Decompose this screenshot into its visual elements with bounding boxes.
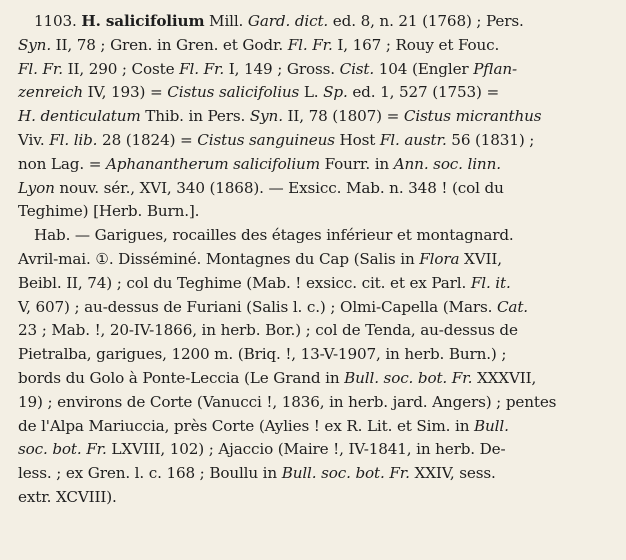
text-run: Pietralba, garigues, 1200 m. (Briq. !, 13-V-1907, in herb. Burn.) ; <box>18 345 507 364</box>
text-run: 104 (Engler <box>374 59 474 78</box>
italic-text: Sp. <box>323 83 348 102</box>
entry-line <box>18 81 614 105</box>
italic-text: Cist. <box>339 59 375 78</box>
entry-line <box>18 105 614 129</box>
text-run: 23 ; Mab. !, 20-IV-1866, in herb. Bor.) ; col de Tenda, au-dessus de <box>18 321 518 340</box>
entry-line <box>18 177 614 201</box>
italic-text: soc. bot. Fr. <box>18 440 107 459</box>
entry-line <box>18 200 614 224</box>
italic-text: Flora <box>419 249 460 268</box>
text-run: LXVIII, 102) ; Ajaccio (Maire !, IV-1841, in herb. De- <box>106 440 506 459</box>
entry-line <box>18 10 614 34</box>
habitat-line <box>18 391 614 415</box>
text-run: Beibl. II, 74) ; col du Teghime (Mab. ! exsicc. cit. et ex Parl. <box>18 273 471 292</box>
italic-text: Fl. lib. <box>49 130 98 149</box>
species-entry-paragraph <box>18 10 614 224</box>
text-run: ed. 1, 527 (1753) = <box>347 83 500 102</box>
italic-text: Syn. <box>249 107 283 126</box>
text-run: 19) ; environs de Corte (Vanucci !, 1836, in herb. jard. Angers) ; pentes <box>18 392 557 411</box>
italic-text: Syn. <box>18 35 51 54</box>
text-run: L. <box>299 83 324 102</box>
text-run: II, 290 ; Coste <box>62 59 180 78</box>
entry-line <box>18 129 614 153</box>
italic-text: Fl. austr. <box>379 130 447 149</box>
text-run: Mill. <box>204 12 248 30</box>
text-run: 1103. <box>34 12 82 30</box>
text-run: Thib. in Pers. <box>140 107 250 126</box>
italic-text: Cistus micranthus <box>403 107 542 126</box>
habitat-line <box>18 415 614 439</box>
italic-text: Aphanantherum salicifolium <box>105 154 320 173</box>
italic-text: Bull. soc. bot. Fr. <box>344 368 473 387</box>
text-run: Teghime) [Herb. Burn.]. <box>18 202 200 221</box>
italic-text: Lyon <box>18 178 55 197</box>
text-run: ed. 8, n. 21 (1768) ; Pers. <box>328 12 524 30</box>
text-run: Hab. — Garigues, rocailles des étages inférieur et montagnard. <box>34 226 514 245</box>
text-run: Viv. <box>18 130 50 149</box>
text-run: bords du Golo à Ponte-Leccia (Le Grand in <box>18 368 345 387</box>
text-run: I, 149 ; Gross. <box>224 59 340 78</box>
text-run: XXIV, sess. <box>409 464 496 483</box>
habitat-line <box>18 319 614 343</box>
italic-text: Pflan- <box>473 59 517 78</box>
habitat-line <box>18 272 614 296</box>
text-run: non Lag. = <box>18 154 106 173</box>
habitat-line <box>18 367 614 391</box>
species-name: H. salicifolium <box>81 12 205 30</box>
italic-text: zenreich <box>18 83 83 102</box>
italic-text: Fl. Fr. <box>18 59 63 78</box>
italic-text: Bull. soc. bot. Fr. <box>281 464 410 483</box>
italic-text: Cistus salicifolius <box>167 83 300 102</box>
habitat-line <box>18 438 614 462</box>
entry-line <box>18 58 614 82</box>
habitat-line <box>18 248 614 272</box>
habitat-line <box>18 343 614 367</box>
text-run: II, 78 ; Gren. in Gren. et Godr. <box>51 35 288 54</box>
text-run: less. ; ex Gren. l. c. 168 ; Boullu in <box>18 464 282 483</box>
italic-text: H. denticulatum <box>18 107 141 126</box>
habitat-line <box>18 296 614 320</box>
italic-text: Ann. soc. linn. <box>393 154 501 173</box>
italic-text: Cistus sanguineus <box>197 130 335 149</box>
habitat-line <box>18 486 614 510</box>
text-run: 28 (1824) = <box>97 130 198 149</box>
italic-text: Fl. Fr. <box>179 59 225 78</box>
text-run: extr. XCVIII). <box>18 487 117 506</box>
italic-text: Gard. dict. <box>247 12 329 30</box>
text-run: V, 607) ; au-dessus de Furiani (Salis l. c.) ; Olmi-Capella (Mars. <box>18 297 497 316</box>
text-run: 56 (1831) ; <box>446 130 535 149</box>
text-run: XVII, <box>459 249 502 268</box>
text-run: IV, 193) = <box>82 83 168 102</box>
text-run: XXXVII, <box>472 368 537 387</box>
italic-text: Cat. <box>496 297 528 316</box>
entry-line <box>18 153 614 177</box>
italic-text: Fl. Fr. <box>287 35 333 54</box>
italic-text: Fl. it. <box>470 273 511 292</box>
italic-text: Bull. <box>474 416 509 435</box>
entry-line <box>18 34 614 58</box>
habitat-line <box>18 462 614 486</box>
text-run: Host <box>334 130 380 149</box>
text-run: de l'Alpa Mariuccia, près Corte (Aylies ! ex R. Lit. et Sim. in <box>18 416 475 435</box>
text-run: II, 78 (1807) = <box>282 107 404 126</box>
text-run: Fourr. in <box>319 154 394 173</box>
text-run: I, 167 ; Rouy et Fouc. <box>332 35 500 54</box>
text-run: nouv. sér., XVI, 340 (1868). — Exsicc. Mab. n. 348 ! (col du <box>54 178 504 197</box>
text-run: Avril-mai. ①. Disséminé. Montagnes du Cap (Salis in <box>18 249 420 268</box>
habitat-line <box>18 224 614 248</box>
habitat-paragraph <box>18 224 614 510</box>
